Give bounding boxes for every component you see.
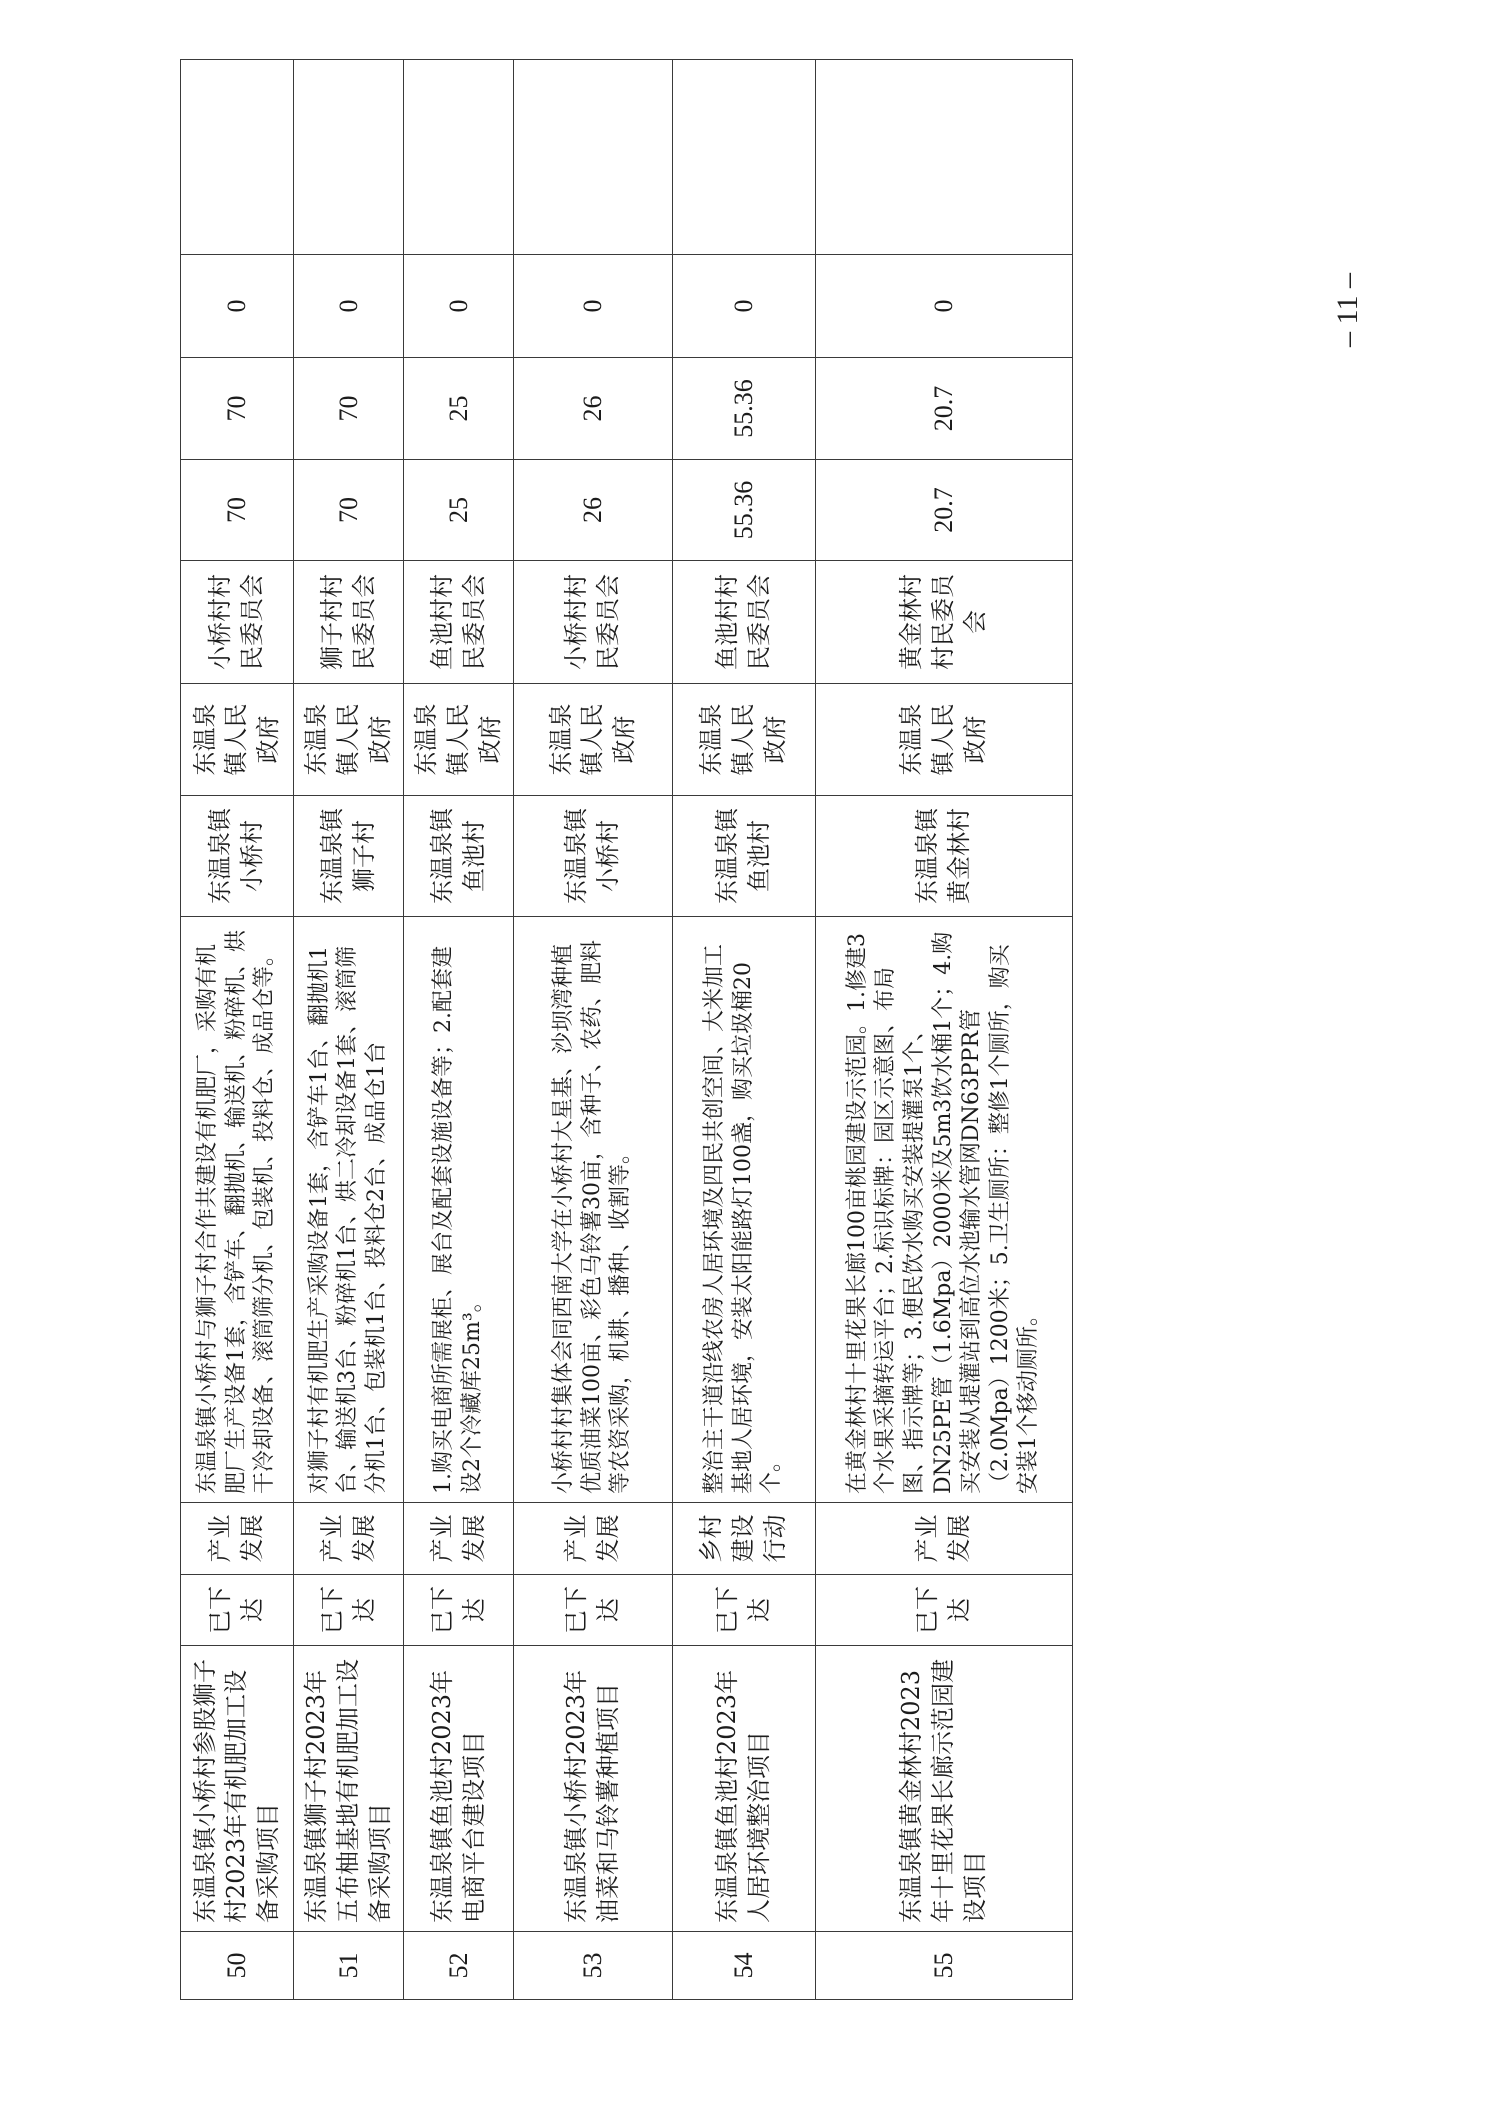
dept-cell: 东温泉镇人民政府 xyxy=(294,684,404,796)
remark-cell xyxy=(181,60,294,255)
other-cell: 0 xyxy=(514,255,673,358)
project-name: 东温泉镇鱼池村2023年电商平台建设项目 xyxy=(404,1646,514,1932)
row-number: 52 xyxy=(404,1932,514,2000)
fund-cell: 25 xyxy=(404,358,514,460)
owner-cell: 黄金林村村民委员会 xyxy=(815,561,1072,684)
owner-cell: 小桥村村民委员会 xyxy=(514,561,673,684)
project-name: 东温泉镇鱼池村2023年人居环境整治项目 xyxy=(673,1646,816,1932)
table-row xyxy=(815,60,1072,2000)
other-cell: 0 xyxy=(181,255,294,358)
status-cell: 已下达 xyxy=(815,1575,1072,1646)
owner-cell: 鱼池村村民委员会 xyxy=(404,561,514,684)
fund-cell: 20.7 xyxy=(815,358,1072,460)
table-row xyxy=(514,60,673,2000)
category-cell: 产业发展 xyxy=(514,1503,673,1575)
status-cell: 已下达 xyxy=(673,1575,816,1646)
location-cell: 东温泉镇黄金林村 xyxy=(815,796,1072,917)
project-name: 东温泉镇黄金林村2023年十里花果长廊示范园建设项目 xyxy=(815,1646,1072,1932)
table-row xyxy=(181,60,294,2000)
row-number: 51 xyxy=(294,1932,404,2000)
remark-cell xyxy=(673,60,816,255)
other-cell: 0 xyxy=(673,255,816,358)
fund-cell: 70 xyxy=(181,358,294,460)
fund-cell: 70 xyxy=(294,358,404,460)
page-number-text: – 11 – xyxy=(1331,273,1364,347)
location-cell: 东温泉镇狮子村 xyxy=(294,796,404,917)
dept-cell: 东温泉镇人民政府 xyxy=(181,684,294,796)
rotated-table-container xyxy=(180,160,1073,2000)
category-cell: 产业发展 xyxy=(404,1503,514,1575)
location-cell: 东温泉镇小桥村 xyxy=(514,796,673,917)
row-number: 53 xyxy=(514,1932,673,2000)
category-cell: 产业发展 xyxy=(294,1503,404,1575)
row-number: 55 xyxy=(815,1932,1072,2000)
remark-cell xyxy=(815,60,1072,255)
table-row xyxy=(404,60,514,2000)
project-name: 东温泉镇小桥村参股狮子村2023年有机肥加工设备采购项目 xyxy=(181,1646,294,1932)
fund-cell: 55.36 xyxy=(673,358,816,460)
other-cell: 0 xyxy=(294,255,404,358)
table-row xyxy=(673,60,816,2000)
project-table xyxy=(180,59,1073,2000)
content-cell: 1.购买电商所需展柜、展台及配套设施设备等；2.配套建设2个冷藏库25m³。 xyxy=(404,917,514,1503)
dept-cell: 东温泉镇人民政府 xyxy=(673,684,816,796)
category-cell: 产业发展 xyxy=(815,1503,1072,1575)
category-cell: 产业发展 xyxy=(181,1503,294,1575)
content-cell: 对狮子村有机肥生产采购设备1套，含铲车1台、翻抛机1台、输送机3台、粉碎机1台、烘二冷却设备1套、滚筒筛分机1台、包装机1台、投料仓2台、成品仓1台 xyxy=(294,917,404,1503)
total-cell: 55.36 xyxy=(673,460,816,561)
project-name: 东温泉镇狮子村2023年五布柚基地有机肥加工设备采购项目 xyxy=(294,1646,404,1932)
status-cell: 已下达 xyxy=(514,1575,673,1646)
dept-cell: 东温泉镇人民政府 xyxy=(514,684,673,796)
content-cell: 东温泉镇小桥村与狮子村合作共建设有机肥厂，采购有机肥厂生产设备1套，含铲车、翻抛机、输送机、粉碎机、烘干冷却设备、滚筒筛分机、包装机、投料仓、成品仓等。 xyxy=(181,917,294,1503)
content-cell: 整治主干道沿线农房人居环境及四民共创空间、大米加工基地人居环境，安装太阳能路灯100盏，购买垃圾桶20个。 xyxy=(673,917,816,1503)
remark-cell xyxy=(404,60,514,255)
dept-cell: 东温泉镇人民政府 xyxy=(404,684,514,796)
category-cell: 乡村建设行动 xyxy=(673,1503,816,1575)
status-cell: 已下达 xyxy=(404,1575,514,1646)
other-cell: 0 xyxy=(404,255,514,358)
location-cell: 东温泉镇小桥村 xyxy=(181,796,294,917)
table-row xyxy=(294,60,404,2000)
status-cell: 已下达 xyxy=(294,1575,404,1646)
total-cell: 20.7 xyxy=(815,460,1072,561)
owner-cell: 狮子村村民委员会 xyxy=(294,561,404,684)
total-cell: 70 xyxy=(181,460,294,561)
fund-cell: 26 xyxy=(514,358,673,460)
status-cell: 已下达 xyxy=(181,1575,294,1646)
page-number xyxy=(1318,250,1378,370)
total-cell: 70 xyxy=(294,460,404,561)
content-cell: 小桥村村集体会同西南大学在小桥村大星基、沙坝湾种植优质油菜100亩、彩色马铃薯30亩，含种子、农药、肥料等农资采购，机耕、播种、收割等。 xyxy=(514,917,673,1503)
location-cell: 东温泉镇鱼池村 xyxy=(673,796,816,917)
location-cell: 东温泉镇鱼池村 xyxy=(404,796,514,917)
dept-cell: 东温泉镇人民政府 xyxy=(815,684,1072,796)
remark-cell xyxy=(514,60,673,255)
total-cell: 25 xyxy=(404,460,514,561)
remark-cell xyxy=(294,60,404,255)
project-name: 东温泉镇小桥村2023年油菜和马铃薯种植项目 xyxy=(514,1646,673,1932)
owner-cell: 鱼池村村民委员会 xyxy=(673,561,816,684)
row-number: 54 xyxy=(673,1932,816,2000)
content-cell: 在黄金林村十里花果长廊100亩桃园建设示范园。1.修建3个水果采摘转运平台；2.标识标牌：园区示意图、布局图、指示牌等；3.便民饮水购买安装提灌泵1个、DN25PE管（1.6Mpa）2000米及5m3饮水桶1个；4.购买安装从提灌站到高位水池输水管网DN63PPR管（2.0Mpa）1200米；5.卫生厕所：整修1个厕所，购买安装1个移动厕所。 xyxy=(815,917,1072,1503)
owner-cell: 小桥村村民委员会 xyxy=(181,561,294,684)
row-number: 50 xyxy=(181,1932,294,2000)
other-cell: 0 xyxy=(815,255,1072,358)
total-cell: 26 xyxy=(514,460,673,561)
